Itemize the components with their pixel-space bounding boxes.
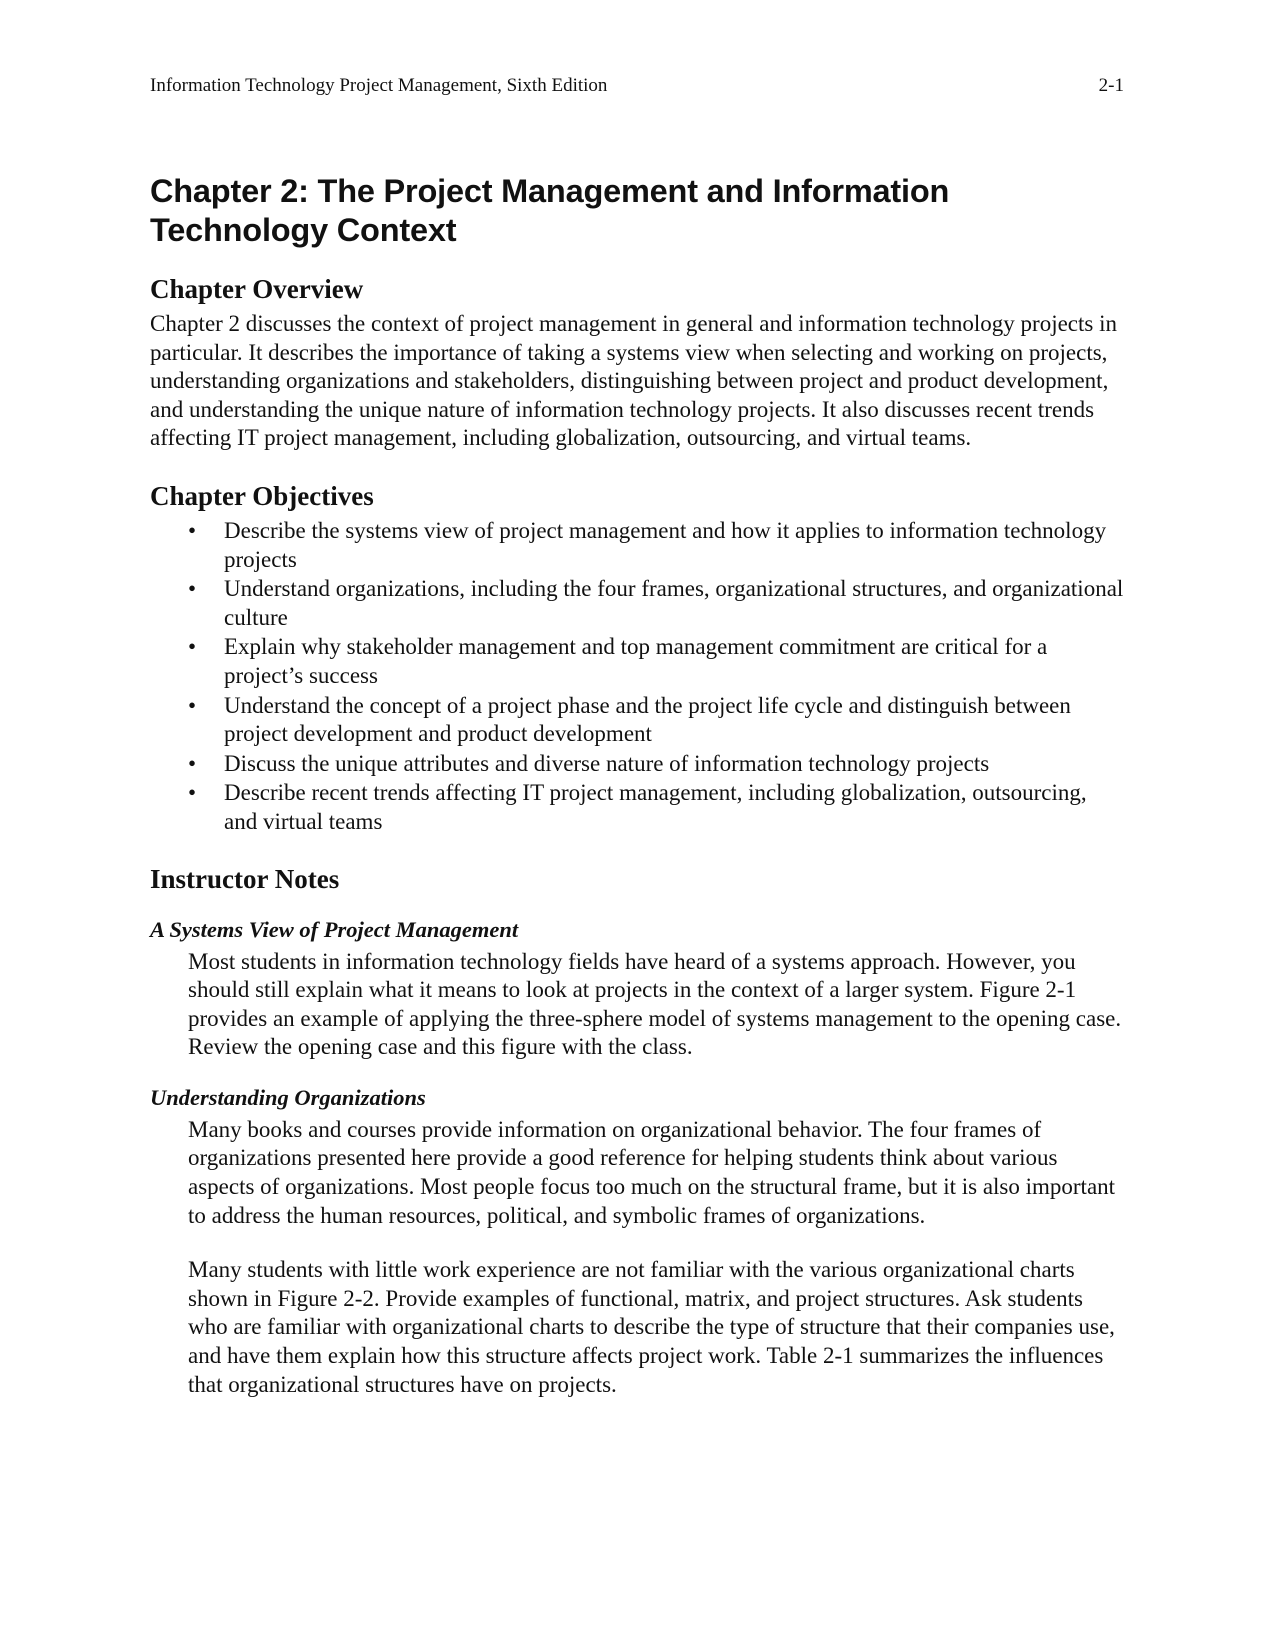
list-item <box>150 575 1125 632</box>
objective-text: Discuss the unique attributes and diverse nature of information technology projects <box>224 750 990 776</box>
page-number: 2-1 <box>1098 75 1124 96</box>
list-item <box>150 779 1125 836</box>
page-content <box>150 172 1125 1399</box>
running-header <box>150 74 1124 98</box>
objectives-heading: Chapter Objectives <box>150 480 374 511</box>
objective-text: Explain why stakeholder management and top management commitment are critical for a project’s success <box>224 634 1048 688</box>
objective-text: Describe the systems view of project management and how it applies to information technology projects <box>224 517 1107 572</box>
objectives-list <box>150 517 1125 837</box>
bullet: • <box>188 634 197 660</box>
bullet: • <box>188 692 197 718</box>
list-item <box>150 692 1125 749</box>
section-title-systems-view: A Systems View of Project Management <box>150 916 519 942</box>
list-item <box>150 633 1125 690</box>
bullet: • <box>188 576 197 602</box>
bullet: • <box>188 750 197 776</box>
list-item <box>150 750 1125 779</box>
systems-view-paragraph: Most students in information technology fields have heard of a systems approach. However, you should still explain what it means to look at projects in the context of a larger system. Figure 2-1 provides an example of applying the three-sphere model of systems management to the opening case. Review the opening case and this figure with the class. <box>188 948 1122 1060</box>
objective-text: Describe recent trends affecting IT project management, including globalization, outsourcing, and virtual teams <box>224 780 1087 834</box>
section-title-understanding-organizations: Understanding Organizations <box>150 1084 426 1110</box>
instructor-notes-heading: Instructor Notes <box>150 863 340 894</box>
bullet: • <box>188 517 197 543</box>
bullet: • <box>188 780 197 806</box>
chapter-title: Chapter 2: The Project Management and Information Technology Context <box>150 173 950 248</box>
list-item <box>150 517 1125 574</box>
book-title: Information Technology Project Management, Sixth Edition <box>150 75 608 96</box>
overview-text: Chapter 2 discusses the context of project management in general and information technology projects in particular. It describes the importance of taking a systems view when selecting and working on projects, understanding organizations and stakeholders, distinguishing between project and product development, and understanding the unique nature of information technology projects. It also discusses recent trends affecting IT project management, including globalization, outsourcing, and virtual teams. <box>150 311 1117 451</box>
organizations-paragraph-1: Many books and courses provide information on organizational behavior. The four frames of organizations presented here provide a good reference for helping students think about various aspects of organizations. Most people focus too much on the structural frame, but it is also important to address the human resources, political, and symbolic frames of organizations. <box>188 1116 1116 1228</box>
objective-text: Understand the concept of a project phase and the project life cycle and distinguish between project development and product development <box>224 692 1071 747</box>
overview-heading: Chapter Overview <box>150 274 364 304</box>
objective-text: Understand organizations, including the four frames, organizational structures, and organizational culture <box>224 576 1124 630</box>
organizations-paragraph-2: Many students with little work experience are not familiar with the various organizational charts shown in Figure 2-2. Provide examples of functional, matrix, and project structures. Ask students who are familiar with organizational charts to describe the type of structure that their companies use, and have them explain how this structure affects project work. Table 2-1 summarizes the influences that organizational structures have on projects. <box>188 1257 1115 1397</box>
